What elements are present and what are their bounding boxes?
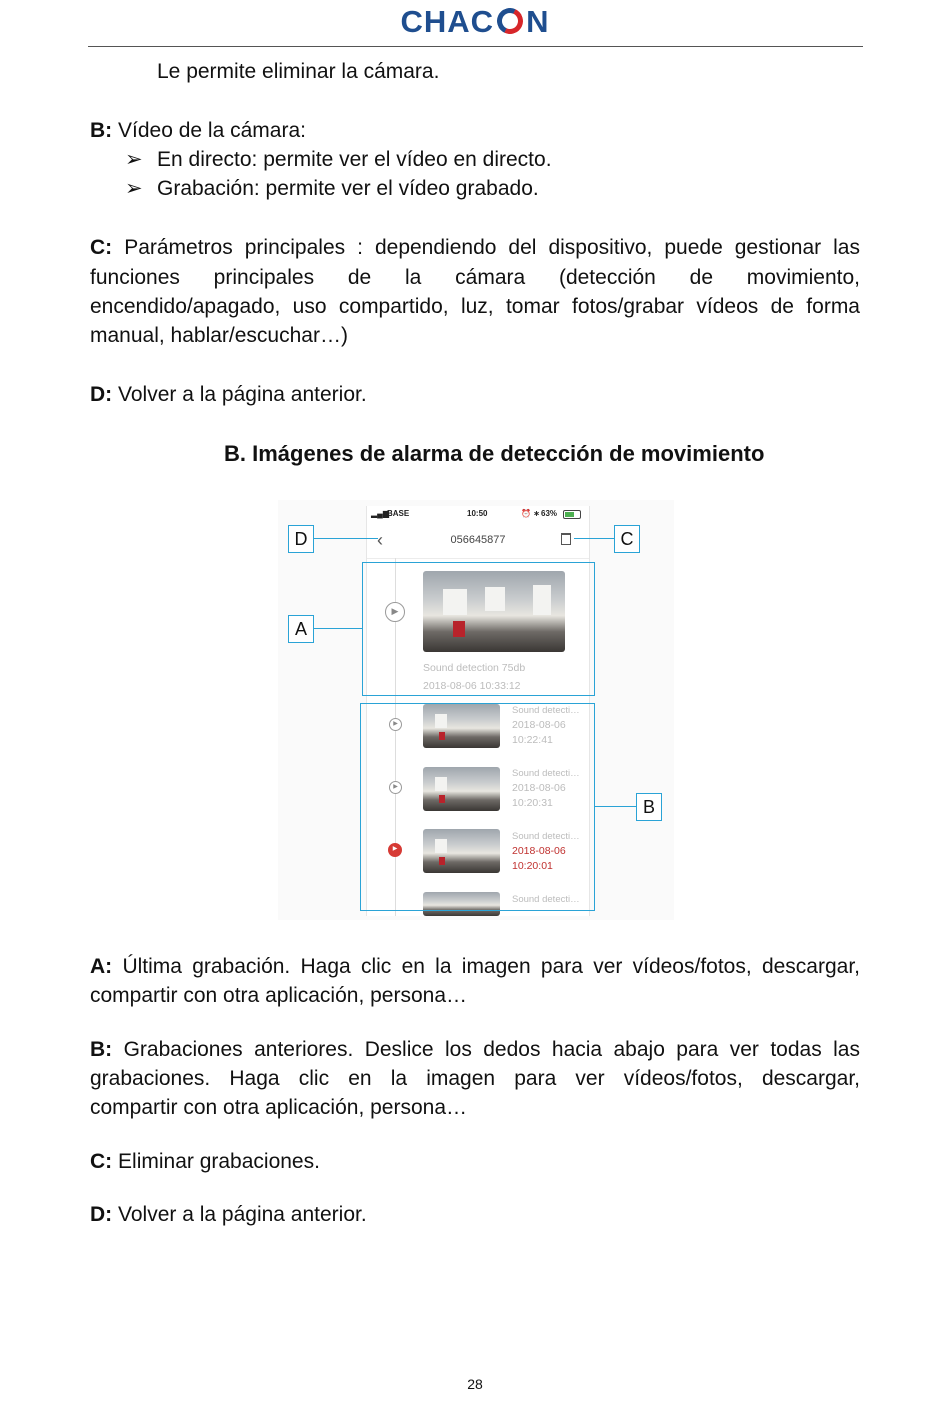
legend-d-text: Volver a la página anterior. xyxy=(118,1203,367,1226)
latest-event: Sound detection 75db xyxy=(423,662,526,674)
callout-connector-b xyxy=(595,806,636,807)
recording-event: Sound detecti… xyxy=(512,894,580,905)
legend-d-label: D: xyxy=(90,1203,113,1226)
status-bar xyxy=(367,506,589,522)
bullet-text: Grabación: permite ver el vídeo grabado. xyxy=(157,177,539,200)
trash-icon[interactable] xyxy=(561,533,571,545)
logo-o-icon xyxy=(494,8,526,34)
arrow-bullet-icon: ➢ xyxy=(125,177,143,200)
callout-connector-c xyxy=(574,538,614,539)
play-icon[interactable]: ▶ xyxy=(385,602,405,622)
legend-b-text: Grabaciones anteriores. Deslice los dedos hacia abajo para ver todas las xyxy=(123,1038,860,1061)
carrier-label: BASE xyxy=(387,509,410,518)
legend-b-line: grabaciones. Haga clic en la imagen para ver vídeos/fotos, descargar, xyxy=(90,1067,860,1090)
intro-line: Le permite eliminar la cámara. xyxy=(157,60,440,83)
chacon-logo: CHAC N xyxy=(400,4,550,39)
device-title: 056645877 xyxy=(450,534,506,546)
play-icon[interactable]: ▶ xyxy=(389,781,402,794)
callout-label-a: A xyxy=(288,615,314,643)
recording-date: 2018-08-06 xyxy=(512,845,566,857)
legend-c-label: C: xyxy=(90,1150,113,1173)
section-c-line: funciones principales de la cámara (detección de movimiento, xyxy=(90,266,860,289)
legend-c-text: Eliminar grabaciones. xyxy=(118,1150,320,1173)
recording-event: Sound detecti… xyxy=(512,768,580,779)
callout-connector-a xyxy=(314,628,362,629)
section-heading: B. Imágenes de alarma de detección de movimiento xyxy=(224,441,765,466)
section-c-line: encendido/apagado, uso compartido, luz, tomar fotos/grabar vídeos de forma xyxy=(90,295,860,318)
section-c-line: manual, hablar/escuchar…) xyxy=(90,324,348,347)
section-d xyxy=(90,380,367,410)
legend-a-label: A: xyxy=(90,955,113,978)
legend-d xyxy=(90,1200,367,1230)
callout-frame-a xyxy=(362,562,595,696)
alarm-bluetooth-icon: ⏰ ∗ xyxy=(521,509,540,518)
battery-icon xyxy=(563,510,581,519)
legend-b-label: B: xyxy=(90,1038,113,1061)
clock: 10:50 xyxy=(467,509,488,518)
section-b xyxy=(90,116,306,146)
play-icon[interactable]: ▶ xyxy=(388,843,402,857)
header-rule xyxy=(88,46,863,47)
play-icon[interactable]: ▶ xyxy=(389,718,402,731)
page-number: 28 xyxy=(467,1376,483,1392)
battery-percent: 63% xyxy=(541,509,558,518)
bullet-text: En directo: permite ver el vídeo en directo. xyxy=(157,148,552,171)
section-d-text: Volver a la página anterior. xyxy=(118,383,367,406)
section-b-label: B: xyxy=(90,119,113,142)
latest-timestamp: 2018-08-06 10:33:12 xyxy=(423,680,521,692)
section-b-text: Vídeo de la cámara: xyxy=(118,119,306,142)
callout-frame-b xyxy=(360,703,595,911)
recording-time: 10:20:31 xyxy=(512,797,553,809)
legend-a-text: Última grabación. Haga clic en la imagen para ver vídeos/fotos, descargar, xyxy=(122,955,861,978)
arrow-bullet-icon: ➢ xyxy=(125,148,143,171)
recording-event: Sound detecti… xyxy=(512,831,580,842)
section-d-label: D: xyxy=(90,383,113,406)
signal-icon: ▂▄▆ xyxy=(371,509,389,518)
legend-b-line xyxy=(90,1035,860,1065)
legend-b-line: compartir con otra aplicación, persona… xyxy=(90,1096,468,1119)
recording-time: 10:22:41 xyxy=(512,734,553,746)
recording-event: Sound detecti… xyxy=(512,705,580,716)
callout-label-d: D xyxy=(288,525,314,553)
section-c-label: C: xyxy=(90,236,113,259)
callout-label-c: C xyxy=(614,525,640,553)
recording-time: 10:20:01 xyxy=(512,860,553,872)
bullet-item xyxy=(125,174,539,204)
callout-connector-d xyxy=(314,538,378,539)
callout-label-b: B xyxy=(636,793,662,821)
section-c-text: Parámetros principales : dependiendo del dispositivo, puede gestionar las xyxy=(124,236,860,259)
legend-c xyxy=(90,1147,320,1177)
nav-bar xyxy=(367,522,589,559)
legend-a-line: compartir con otra aplicación, persona… xyxy=(90,984,468,1007)
back-chevron-icon[interactable]: ‹ xyxy=(377,530,383,550)
recording-date: 2018-08-06 xyxy=(512,719,566,731)
bullet-item xyxy=(125,145,552,175)
section-c-line xyxy=(90,233,860,263)
recording-date: 2018-08-06 xyxy=(512,782,566,794)
legend-a-line xyxy=(90,952,860,982)
